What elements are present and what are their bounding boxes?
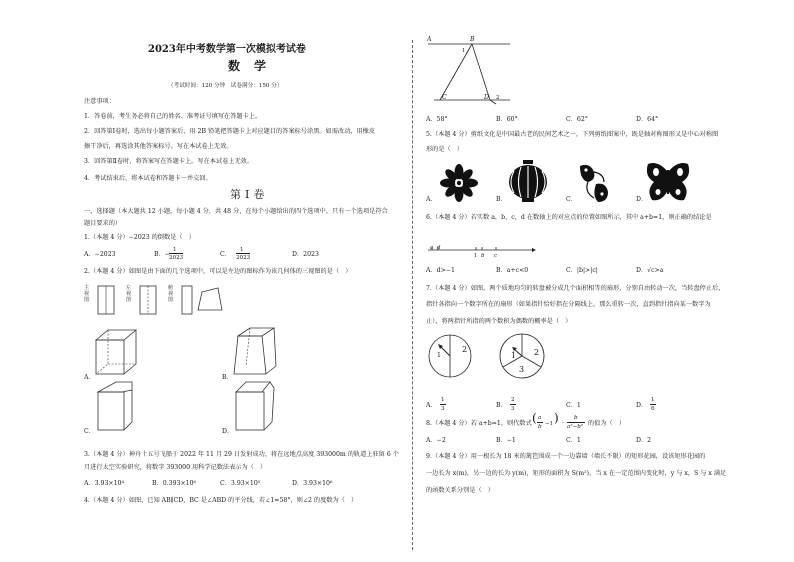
q3-stem: 月进行太空实验研究，将数字 393000 用科学记数法表示为（ ）	[84, 464, 267, 471]
paren-open: (	[532, 411, 537, 425]
q5-option-a[interactable]: A．	[426, 196, 437, 203]
note-line: 1．答卷前，考生务必将自己的姓名、准考证号填写在答题卡上。	[84, 113, 262, 120]
q1-option-d: D．2023	[292, 251, 319, 258]
note-line: 3．回答第Ⅱ卷时，将答案写在答题卡上。写在本试卷上无效。	[84, 158, 254, 165]
q7-b-numerator: 2	[511, 397, 515, 403]
q2-option-d[interactable]: D．	[222, 428, 234, 435]
q3-option-d[interactable]: D．3.93×10⁶	[292, 480, 333, 487]
fig-angle-1: 1	[462, 48, 466, 54]
q2-option-a-figure	[92, 328, 142, 378]
q8-minus-one: −1	[545, 421, 554, 427]
q8-option-d[interactable]: D．2	[636, 437, 652, 444]
q2-option-c[interactable]: C．	[84, 428, 95, 435]
q4-option-c[interactable]: C．62°	[566, 116, 588, 123]
q9-stem: 一边长为 x(m)，另一边的长为 y(m)，矩形的面积为 S(m²)，当 x 在一定范围内变化时，y 与 x，S 与 x 满足	[426, 470, 727, 477]
q7-b-denominator: 3	[511, 406, 515, 412]
q4-option-d[interactable]: D．64°	[636, 116, 659, 123]
note-line: 2．回答第Ⅰ卷时，选出每小题答案后，用 2B 铅笔把答题卡上对应题目的答案标号涂黑。如需改动，用橡皮	[84, 128, 376, 135]
fig-label-b: B	[470, 36, 475, 43]
q6-option-c[interactable]: C．|b|>|c|	[566, 267, 598, 274]
subject-title: 数学	[228, 59, 281, 73]
front-view-label: 主视图	[84, 285, 90, 303]
q2-option-b[interactable]: B．	[222, 374, 233, 381]
q1-option-b: B．−	[154, 251, 170, 258]
q2-option-d-figure	[232, 380, 282, 434]
spinner-1-sector-1: 1	[437, 352, 441, 359]
q5-option-d[interactable]: D．	[636, 196, 648, 203]
column-divider	[412, 40, 413, 550]
papercut-fish-icon	[574, 160, 614, 206]
q9-stem: 9.（本题 4 分）用一根长为 18 米的篱笆围成一个一边靠墙（墙长不限）的矩形花园，设该矩形花园的	[426, 453, 706, 460]
q7-a-numerator: 1	[441, 397, 445, 403]
exam-title: 2023年中考数学第一次模拟考试卷	[148, 44, 306, 55]
q1-option-a: A．−2023	[84, 251, 116, 258]
q1-option-c: C．	[220, 251, 231, 258]
q7-option-b[interactable]: B．	[496, 402, 507, 409]
spinner-2-figure	[494, 332, 554, 382]
q5-option-b[interactable]: B．	[496, 196, 507, 203]
left-view-label: 左视图	[126, 285, 132, 303]
notes-heading: 注意事项：	[84, 98, 115, 105]
q8-frac1-denominator: b	[538, 424, 542, 430]
q8-option-a[interactable]: A．−2	[426, 437, 446, 444]
q1-c-denominator: 2023	[236, 255, 251, 261]
q4-option-a[interactable]: A．58°	[426, 116, 448, 123]
q4-stem: 4.（本题 4 分）如图，已知 AB∥CD，BC 是∠ABD 的平分线，若∠1=58°，则∠2 的度数为（ ）	[84, 497, 358, 504]
q8-frac2-denominator: a²−b²	[567, 424, 584, 430]
papercut-butterfly-icon	[644, 160, 692, 206]
q4-option-b[interactable]: B．60°	[496, 116, 518, 123]
q4-parallel-lines-figure	[424, 38, 514, 106]
spinner-1-figure	[426, 332, 486, 382]
section-intro: 题目要求的）	[84, 220, 122, 227]
q8-option-c[interactable]: C．1	[566, 437, 581, 444]
section-title: 第Ⅰ卷	[230, 188, 269, 201]
q7-stem: 7.（本题 4 分）如图，两个质地均匀的转盘被分成几个面积相等的扇形，分别自由转动一次，当转盘停止后，	[426, 285, 725, 292]
spinner-2-sector-3: 3	[519, 365, 525, 374]
note-line: 擦干净后，再选涂其他答案标号。写在本试卷上无效。	[84, 143, 233, 150]
q7-d-numerator: 1	[651, 397, 655, 403]
top-view-label: 俯视图	[168, 285, 174, 303]
q2-stem: 2.（本题 4 分）如图是由下面的几个选项中，可以是左边的图标作为该几何体的三视图的是（ ）	[84, 268, 352, 275]
q7-option-a[interactable]: A．	[426, 402, 437, 409]
fig-label-c: C	[442, 94, 447, 101]
axis-label-1: 1	[474, 253, 478, 259]
q8-stem: 8.（本题 4 分）若 a+b=1，则代数式	[426, 420, 532, 427]
spinner-1-sector-2: 2	[462, 345, 468, 354]
spinner-2-sector-2: 2	[534, 348, 540, 357]
papercut-lantern-icon	[506, 160, 550, 206]
q7-option-c[interactable]: C．1	[566, 402, 581, 409]
axis-label-b: b	[481, 253, 485, 259]
section-intro: 一、选择题（本大题共 12 小题，每小题 4 分，共 48 分，在每个小题给出的四个选项中，只有一个选项是符合	[84, 208, 388, 215]
q2-option-a[interactable]: A．	[84, 374, 95, 381]
q6-option-b[interactable]: B．a+c<0	[496, 267, 529, 274]
q7-option-d[interactable]: D．	[636, 402, 648, 409]
q8-frac2-numerator: b	[574, 415, 578, 421]
q2-option-b-figure	[232, 326, 282, 378]
q5-stem: 形的是（ ）	[426, 146, 464, 153]
q7-stem: 指针各指向一个数字所在的扇形（如果指针恰好指在分隔线上，那么重转一次，直到指针指向某一数字为	[426, 301, 711, 308]
q3-stem: 3.（本题 4 分）神舟十五号飞船于 2022 年 11 月 29 日发射成功，将在远地点高度 393000m 的轨道上驻留 6 个	[84, 451, 399, 458]
q6-option-a[interactable]: A．d>−1	[426, 267, 455, 274]
q7-d-denominator: 6	[651, 406, 655, 412]
q3-option-c[interactable]: C．3.93×10⁵	[220, 480, 261, 487]
q3-option-b[interactable]: B．0.393×10⁶	[152, 480, 196, 487]
q6-stem: 6.（本题 4 分）若实数 a，b，c，d 在数轴上的对应点的位置如图所示，其中 a+b=1，则正确的结论是	[426, 214, 712, 221]
fig-label-a: A	[427, 36, 432, 43]
q8-frac1-numerator: a	[538, 415, 542, 421]
fig-angle-2: 2	[496, 95, 500, 101]
q1-c-numerator: 1	[240, 247, 244, 253]
multiply-sign: ·	[562, 420, 564, 427]
q5-option-c[interactable]: C．	[566, 196, 577, 203]
q9-stem: 的函数关系分别是（ ）	[426, 487, 495, 494]
q3-option-a[interactable]: A．3.93×10⁴	[84, 480, 124, 487]
q5-stem: 5.（本题 4 分）剪纸文化是中国最古老的民间艺术之一，下列剪纸图案中，既是轴对称图形又是中心对称图	[426, 131, 719, 138]
exam-info: （考试时间：120 分钟 试卷满分：150 分）	[168, 83, 283, 89]
q7-a-denominator: 3	[441, 406, 445, 412]
axis-label-a: a	[430, 245, 434, 251]
q7-stem: 止），将两指针所指的两个数积为偶数的概率是（ ）	[426, 318, 572, 325]
q1-b-numerator: 1	[173, 247, 177, 253]
q8-option-b[interactable]: B．−1	[496, 437, 516, 444]
q6-option-d[interactable]: D．√c>a	[636, 267, 664, 274]
q2-option-c-figure	[92, 380, 142, 434]
axis-label-d: d	[437, 245, 441, 251]
fig-label-d: D	[484, 94, 489, 101]
note-line: 4．考试结束后，将本试卷和答题卡一并交回。	[84, 175, 212, 182]
axis-label-c: c	[494, 253, 498, 259]
spinner-2-sector-1: 1	[511, 351, 517, 360]
three-views-figure	[84, 282, 244, 322]
paren-close: )	[554, 411, 559, 425]
papercut-flower-icon	[438, 162, 480, 204]
q1-stem: 1.（本题 4 分）−2023 的倒数是（ ）	[84, 234, 195, 241]
q8-stem-tail: 的值为（ ）	[588, 420, 626, 427]
q1-b-denominator: 2023	[169, 255, 184, 261]
